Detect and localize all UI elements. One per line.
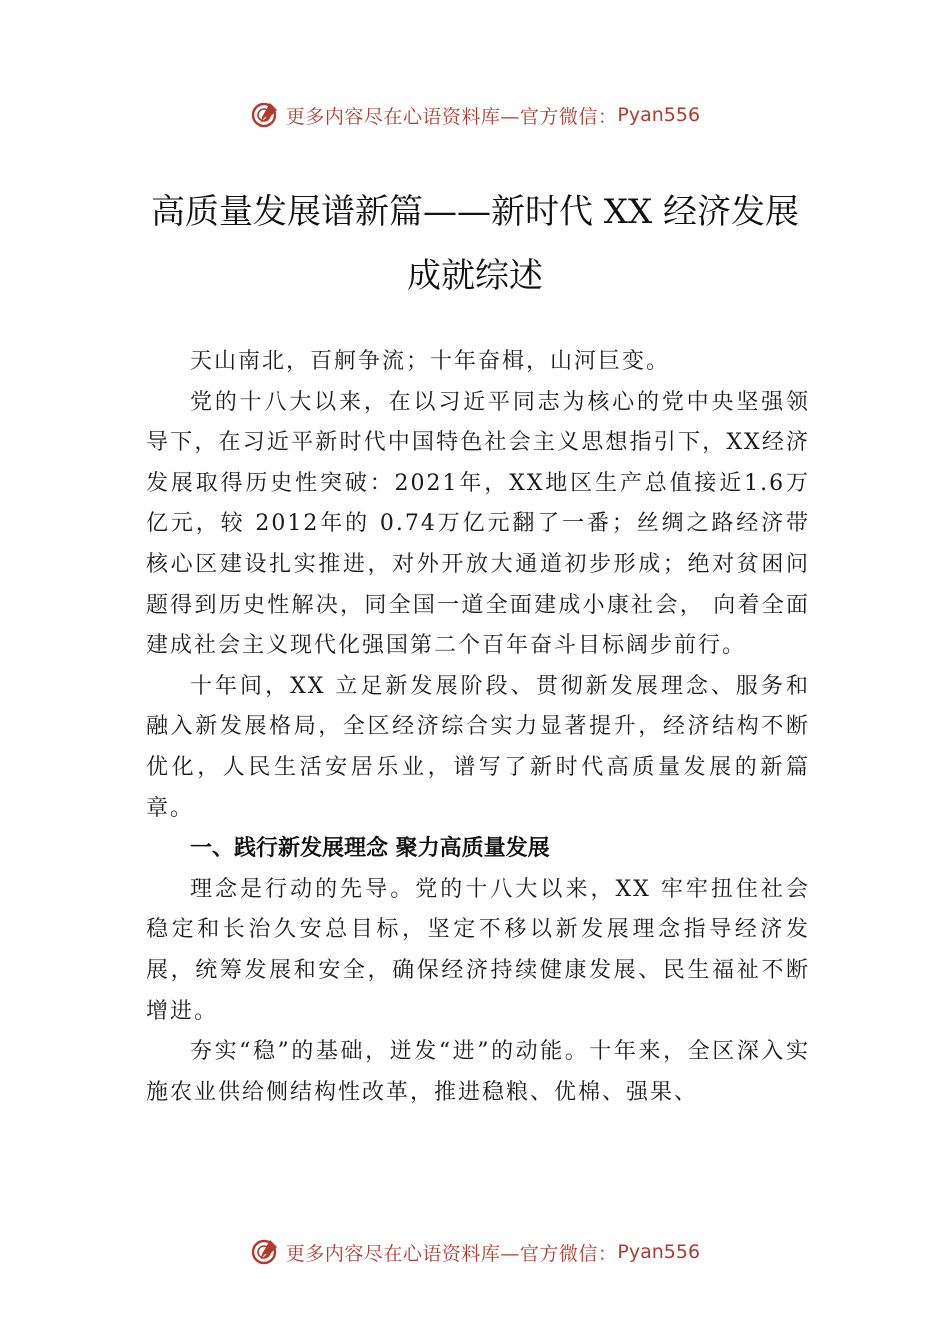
- document-body: [146, 342, 810, 1113]
- section-heading: 一、践行新发展理念 聚力高质量发展: [190, 836, 550, 862]
- paragraph: 党的十八大以来，在以习近平同志为核心的党中央坚强领导下，在习近平新时代中国特色社会主义思想指引下，XX经济发展取得历史性突破：2021年，XX地区生产总值接近1.6万亿元，较 2012年的 0.74万亿元翻了一番；丝绸之路经济带核心区建设扎实推进，对外开放大通道初步形成；绝对贫困问题得到历史性解决，同全国一道全面建成小康社会， 向着全面建成社会主义现代化强国第二个百年奋斗目标阔步前行。: [146, 389, 810, 659]
- document-title: 高质量发展谱新篇——新时代 XX 经济发展成就综述: [150, 192, 800, 296]
- paragraph: 天山南北，百舸争流；十年奋楫，山河巨变。: [190, 349, 671, 374]
- pen-logo-icon: [250, 100, 280, 130]
- watermark-header: [0, 95, 950, 135]
- paragraph: 十年间，XX 立足新发展阶段、贯彻新发展理念、服务和融入新发展格局，全区经济综合实力显著提升，经济结构不断优化，人民生活安居乐业，谱写了新时代高质量发展的新篇章。: [146, 673, 810, 821]
- paragraph: 夯实“稳”的基础，迸发“进”的动能。十年来，全区深入实施农业供给侧结构性改革，推进稳粮、优棉、强果、: [146, 1039, 810, 1105]
- watermark-wechat-id: Pyan556: [617, 1241, 701, 1263]
- pen-logo-icon: [250, 1237, 280, 1267]
- watermark-footer: [0, 1232, 950, 1272]
- watermark-text: 更多内容尽在心语资料库—官方微信：: [285, 105, 618, 128]
- watermark-wechat-id: Pyan556: [617, 104, 701, 126]
- paragraph: 理念是行动的先导。党的十八大以来，XX 牢牢扭住社会稳定和长治久安总目标，坚定不移以新发展理念指导经济发展，统筹发展和安全，确保经济持续健康发展、民生福祉不断增进。: [146, 876, 810, 1024]
- watermark-text: 更多内容尽在心语资料库—官方微信：: [285, 1242, 618, 1265]
